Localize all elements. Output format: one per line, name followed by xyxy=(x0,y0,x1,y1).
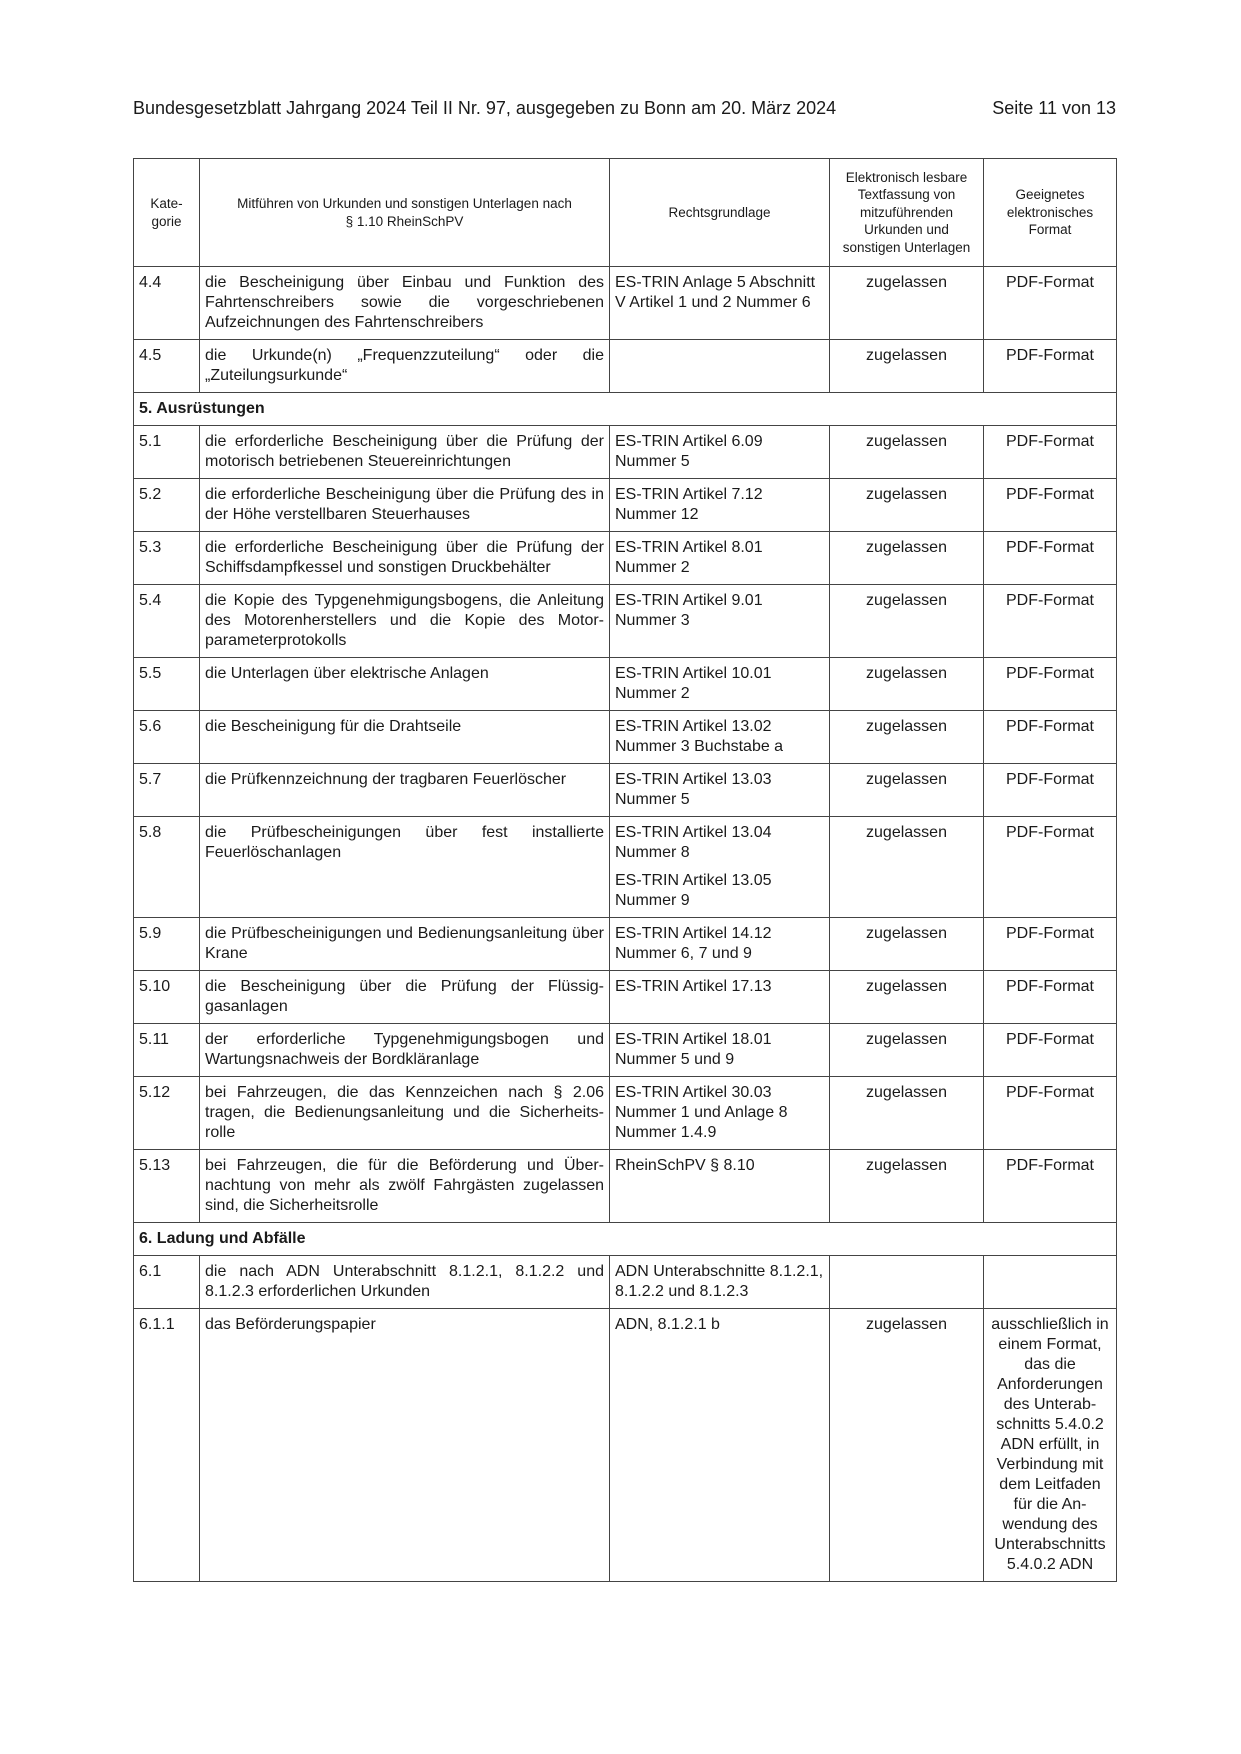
column-header-text: Kate- gorie xyxy=(150,196,183,229)
document-cell: die erforderliche Bescheinigung über die Prüfung des in der Höhe verstellbaren Steuerhauses xyxy=(200,479,610,532)
electronic-version-cell: zugelassen xyxy=(830,711,984,764)
document-cell: die Prüfbescheinigungen über fest installierte Feuerlöschanlagen xyxy=(200,817,610,918)
table-row xyxy=(134,1024,1117,1077)
document-cell: bei Fahrzeugen, die für die Beförderung und Übernachtung von mehr als zwölf Fahrgästen zugelassen sind, die Sicherheitsrolle xyxy=(200,1150,610,1223)
legal-basis-entry: ES-TRIN Artikel 13.02 Nummer 3 Buchstabe a xyxy=(615,718,784,755)
category-cell: 5.5 xyxy=(134,658,200,711)
format-cell: PDF-Format xyxy=(984,426,1117,479)
category-cell: 5.4 xyxy=(134,585,200,658)
document-cell: die Bescheinigung über die Prüfung der Flüssiggasanlagen xyxy=(200,971,610,1024)
legal-basis-entry: ADN, 8.1.2.1 b xyxy=(615,1316,720,1333)
format-cell: PDF-Format xyxy=(984,711,1117,764)
legal-basis-entry: ES-TRIN Artikel 13.03 Nummer 5 xyxy=(615,771,772,808)
electronic-version-cell: zugelassen xyxy=(830,426,984,479)
legal-basis-cell xyxy=(610,1024,830,1077)
electronic-version-cell: zugelassen xyxy=(830,267,984,340)
category-cell: 5.2 xyxy=(134,479,200,532)
document-cell: der erforderliche Typgenehmigungsbogen und Wartungsnachweis der Bordkläranlage xyxy=(200,1024,610,1077)
format-cell xyxy=(984,1256,1117,1309)
legal-basis-cell xyxy=(610,918,830,971)
table-row xyxy=(134,340,1117,393)
category-cell: 5.9 xyxy=(134,918,200,971)
column-header-text: Mitführen von Urkunden und sonstigen Unterlagen nach § 1.10 RheinSchPV xyxy=(237,196,572,229)
category-cell: 4.4 xyxy=(134,267,200,340)
legal-basis-cell xyxy=(610,1309,830,1582)
legal-basis-entry: ADN Unterabschnitte 8.1.2.1, 8.1.2.2 und 8.1.2.3 xyxy=(615,1263,824,1300)
legal-basis-cell xyxy=(610,532,830,585)
legal-basis-cell xyxy=(610,1077,830,1150)
column-header-text: Geeignetes elektronisches Format xyxy=(1006,187,1094,238)
electronic-version-cell: zugelassen xyxy=(830,1077,984,1150)
category-cell: 5.7 xyxy=(134,764,200,817)
category-cell: 5.6 xyxy=(134,711,200,764)
table-row xyxy=(134,764,1117,817)
legal-basis-entry: RheinSchPV § 8.10 xyxy=(615,1157,755,1174)
table-row xyxy=(134,817,1117,918)
table-row xyxy=(134,658,1117,711)
electronic-version-cell: zugelassen xyxy=(830,532,984,585)
electronic-version-cell: zugelassen xyxy=(830,340,984,393)
column-header-category xyxy=(134,159,200,267)
legal-basis-entry: ES-TRIN Artikel 14.12 Nummer 6, 7 und 9 xyxy=(615,925,772,962)
column-header-electronic-version xyxy=(830,159,984,267)
legal-basis-cell xyxy=(610,267,830,340)
format-cell: ausschließlich in einem Format, das die Anforderungen des Unterabschnitts 5.4.0.2 ADN erfüllt, in Verbindung mit dem Leitfaden für die Anwendung des Unterabschnitts 5.4.0.2 ADN xyxy=(984,1309,1117,1582)
section-row xyxy=(134,393,1117,426)
table-row xyxy=(134,1150,1117,1223)
legal-basis-cell xyxy=(610,479,830,532)
document-cell: die Urkunde(n) „Frequenzzuteilung“ oder die „Zuteilungsurkunde“ xyxy=(200,340,610,393)
table-row xyxy=(134,532,1117,585)
format-cell: PDF-Format xyxy=(984,918,1117,971)
legal-basis-cell xyxy=(610,426,830,479)
legal-basis-entry: ES-TRIN Artikel 7.12 Nummer 12 xyxy=(615,486,763,523)
electronic-version-cell: zugelassen xyxy=(830,918,984,971)
format-cell: PDF-Format xyxy=(984,267,1117,340)
legal-basis-entry: ES-TRIN Artikel 10.01 Nummer 2 xyxy=(615,665,772,702)
document-cell: die Bescheinigung für die Drahtseile xyxy=(200,711,610,764)
category-cell: 5.13 xyxy=(134,1150,200,1223)
format-cell: PDF-Format xyxy=(984,340,1117,393)
format-cell: PDF-Format xyxy=(984,479,1117,532)
legal-basis-entry: ES-TRIN Artikel 17.13 xyxy=(615,978,772,995)
electronic-version-cell: zugelassen xyxy=(830,658,984,711)
table-row xyxy=(134,585,1117,658)
format-cell: PDF-Format xyxy=(984,658,1117,711)
column-header-text: Rechtsgrundlage xyxy=(668,204,771,220)
format-cell: PDF-Format xyxy=(984,585,1117,658)
category-cell: 4.5 xyxy=(134,340,200,393)
category-cell: 5.3 xyxy=(134,532,200,585)
section-row xyxy=(134,1223,1117,1256)
document-cell: bei Fahrzeugen, die das Kennzeichen nach § 2.06 tragen, die Bedienungsanleitung und die Sicherheitsrolle xyxy=(200,1077,610,1150)
page-header xyxy=(133,98,1116,119)
legal-basis-cell xyxy=(610,1256,830,1309)
document-cell: die Prüfbescheinigungen und Bedienungsanleitung über Krane xyxy=(200,918,610,971)
electronic-version-cell: zugelassen xyxy=(830,1024,984,1077)
legal-basis-cell xyxy=(610,585,830,658)
legal-basis-entry: ES-TRIN Artikel 13.05 Nummer 9 xyxy=(615,872,772,909)
section-heading: 5. Ausrüstungen xyxy=(134,393,1117,426)
legal-basis-cell xyxy=(610,340,830,393)
table-row xyxy=(134,711,1117,764)
table-row xyxy=(134,918,1117,971)
table-row xyxy=(134,971,1117,1024)
category-cell: 6.1 xyxy=(134,1256,200,1309)
document-cell: die Kopie des Typgenehmigungsbogens, die Anleitung des Motorenherstellers und die Kopie des Motorparameterprotokolls xyxy=(200,585,610,658)
category-cell: 6.1.1 xyxy=(134,1309,200,1582)
format-cell: PDF-Format xyxy=(984,532,1117,585)
electronic-version-cell: zugelassen xyxy=(830,817,984,918)
legal-basis-entry: ES-TRIN Artikel 13.04 Nummer 8 xyxy=(615,824,772,861)
category-cell: 5.1 xyxy=(134,426,200,479)
format-cell: PDF-Format xyxy=(984,971,1117,1024)
legal-basis-entry: ES-TRIN Artikel 9.01 Nummer 3 xyxy=(615,592,763,629)
publication-title: Bundesgesetzblatt Jahrgang 2024 Teil II Nr. 97, ausgegeben zu Bonn am 20. März 2024 xyxy=(133,98,837,118)
electronic-version-cell: zugelassen xyxy=(830,479,984,532)
column-header-format xyxy=(984,159,1117,267)
table-row xyxy=(134,1077,1117,1150)
table-row xyxy=(134,267,1117,340)
format-cell: PDF-Format xyxy=(984,1150,1117,1223)
electronic-version-cell: zugelassen xyxy=(830,585,984,658)
category-cell: 5.11 xyxy=(134,1024,200,1077)
document-cell: die erforderliche Bescheinigung über die Prüfung der Schiffsdampfkessel und sonstigen Druckbehälter xyxy=(200,532,610,585)
document-cell: die Prüfkennzeichnung der tragbaren Feuerlöscher xyxy=(200,764,610,817)
table-row xyxy=(134,479,1117,532)
format-cell: PDF-Format xyxy=(984,764,1117,817)
column-header-documents xyxy=(200,159,610,267)
electronic-version-cell: zugelassen xyxy=(830,1309,984,1582)
legal-basis-entry: ES-TRIN Artikel 30.03 Nummer 1 und Anlage 8 Nummer 1.4.9 xyxy=(615,1084,788,1141)
legal-basis-cell xyxy=(610,817,830,918)
page-number: Seite 11 von 13 xyxy=(992,98,1116,118)
electronic-version-cell xyxy=(830,1256,984,1309)
legal-basis-entry: ES-TRIN Artikel 6.09 Nummer 5 xyxy=(615,433,763,470)
format-cell: PDF-Format xyxy=(984,817,1117,918)
format-cell: PDF-Format xyxy=(984,1077,1117,1150)
document-cell: die erforderliche Bescheinigung über die Prüfung der motorisch betriebenen Steuereinrichtungen xyxy=(200,426,610,479)
electronic-version-cell: zugelassen xyxy=(830,971,984,1024)
document-table xyxy=(133,158,1117,1582)
category-cell: 5.10 xyxy=(134,971,200,1024)
legal-basis-entry: ES-TRIN Artikel 8.01 Nummer 2 xyxy=(615,539,763,576)
category-cell: 5.8 xyxy=(134,817,200,918)
table-row xyxy=(134,1309,1117,1582)
electronic-version-cell: zugelassen xyxy=(830,1150,984,1223)
category-cell: 5.12 xyxy=(134,1077,200,1150)
electronic-version-cell: zugelassen xyxy=(830,764,984,817)
table-body xyxy=(134,267,1117,1582)
document-cell: die nach ADN Unterabschnitt 8.1.2.1, 8.1.2.2 und 8.1.2.3 erforderlichen Urkunden xyxy=(200,1256,610,1309)
format-cell: PDF-Format xyxy=(984,1024,1117,1077)
legal-basis-cell xyxy=(610,711,830,764)
legal-basis-entry: ES-TRIN Artikel 18.01 Nummer 5 und 9 xyxy=(615,1031,772,1068)
table-header-row xyxy=(134,159,1117,267)
document-cell: das Beförderungspapier xyxy=(200,1309,610,1582)
legal-basis-cell xyxy=(610,971,830,1024)
legal-basis-cell xyxy=(610,658,830,711)
column-header-text: Elektronisch lesbare Textfassung von mitzuführenden Urkunden und sonstigen Unterlagen xyxy=(842,169,971,255)
column-header-legal-basis xyxy=(610,159,830,267)
legal-basis-cell xyxy=(610,764,830,817)
document-cell: die Bescheinigung über Einbau und Funktion des Fahrtenschreibers sowie die vorgeschriebenen Aufzeichnungen des Fahrtenschreibers xyxy=(200,267,610,340)
table-row xyxy=(134,426,1117,479)
section-heading: 6. Ladung und Abfälle xyxy=(134,1223,1117,1256)
table-row xyxy=(134,1256,1117,1309)
legal-basis-entry: ES-TRIN Anlage 5 Abschnitt V Artikel 1 und 2 Nummer 6 xyxy=(615,274,816,311)
legal-basis-cell xyxy=(610,1150,830,1223)
document-cell: die Unterlagen über elektrische Anlagen xyxy=(200,658,610,711)
